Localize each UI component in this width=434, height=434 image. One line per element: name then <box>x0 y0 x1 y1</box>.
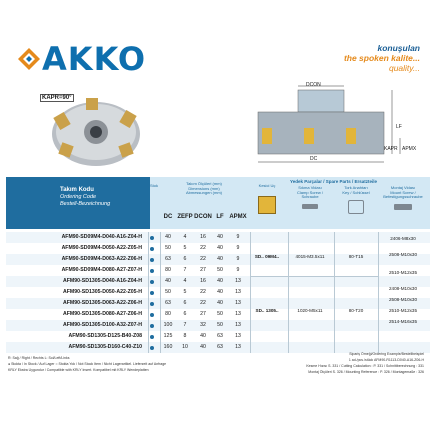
row-ordering-code: AFM90-SD1305-D100-A32-Z07-H <box>63 322 142 328</box>
mount-sub: Mount Screw / Befestigungsschraube <box>383 189 423 199</box>
table-row <box>6 287 430 298</box>
cell-apmx: 13 <box>235 300 241 306</box>
row-ordering-code: AFM90-SD09M4-D080-A27-Z07-H <box>61 267 142 273</box>
cell-dcon: 32 <box>200 322 206 328</box>
table-row <box>6 331 430 342</box>
stock-header: Stok <box>149 183 158 188</box>
screw-sub: Clamp Screw / Schraube <box>296 189 323 199</box>
cell-apmx: 13 <box>235 278 241 284</box>
tagline-1: konuşulan <box>377 43 420 53</box>
cell-lf: 63 <box>217 333 223 339</box>
cell-z: 7 <box>183 267 187 273</box>
in-stock-dot <box>150 291 154 295</box>
dims-header <box>162 182 246 196</box>
table-row <box>6 276 430 287</box>
cell-dc: 40 <box>165 234 171 240</box>
col-dcon: DCON <box>194 214 212 220</box>
in-stock-dot <box>150 269 154 273</box>
column-divider <box>378 232 379 353</box>
row-ordering-code: AFM90-SD09M4-D050-A22-Z05-H <box>61 245 142 251</box>
dcon-label: DCON <box>306 82 321 88</box>
group1-insert: SD.. 09M4.. <box>254 254 280 259</box>
cell-apmx: 9 <box>236 245 240 251</box>
cell-dc: 40 <box>165 278 171 284</box>
mount-screw-4: 2408-M10x30 <box>388 286 418 291</box>
mount-header <box>380 186 426 200</box>
col-lf: LF <box>216 214 224 220</box>
cell-dc: 50 <box>165 289 171 295</box>
table-row <box>6 265 430 276</box>
cell-apmx: 9 <box>236 267 240 273</box>
in-stock-dot <box>150 313 154 317</box>
cell-dcon: 16 <box>200 278 206 284</box>
column-divider <box>250 232 251 353</box>
column-divider <box>288 232 289 353</box>
mount-title: Montaj Vidası <box>390 185 416 190</box>
cell-dc: 80 <box>165 311 171 317</box>
cell-apmx: 9 <box>236 256 240 262</box>
cell-apmx: 13 <box>235 289 241 295</box>
column-divider <box>148 232 149 353</box>
mount-screw-3: 2510-M12x35 <box>388 270 418 275</box>
spares-title: Yedek Parçalar / Spare Parts / Ersatzteile <box>290 179 378 184</box>
mount-screw-2: 2508-M10x30 <box>388 252 418 257</box>
cell-z: 10 <box>182 344 188 350</box>
insert-header: Kesici Uç <box>258 183 276 188</box>
kapr-label: KAPR=90° <box>42 95 72 101</box>
cell-dcon: 22 <box>200 256 206 262</box>
mount-screw-6: 2510-M12x35 <box>388 308 418 313</box>
cell-z: 4 <box>183 278 187 284</box>
cell-dc: 160 <box>163 344 173 350</box>
cell-z: 6 <box>183 311 187 317</box>
cell-z: 6 <box>183 256 187 262</box>
cell-apmx: 13 <box>235 333 241 339</box>
row-ordering-code: AFM90-SD1305-D080-A27-Z06-H <box>63 311 142 317</box>
in-stock-dot <box>150 346 154 350</box>
note-right-3: Kesme Hızısı S. 331 / Cutting Calculation : P. 331 / Schnittberechnung : 331 <box>306 364 424 368</box>
note-right-4: Montaj Ölçüleri S. 326 / Mounting Reference : P. 326 / Montagemaße : 326 <box>308 370 424 374</box>
column-divider <box>160 232 161 353</box>
in-stock-dot <box>150 302 154 306</box>
kapr-diagram-label: KAPR <box>384 146 398 152</box>
key-header <box>336 186 376 195</box>
cell-dc: 80 <box>165 267 171 273</box>
tagline-3: quality... <box>388 63 420 73</box>
code-title-en: Ordering Code <box>60 194 97 200</box>
cell-apmx: 9 <box>236 234 240 240</box>
cell-lf: 63 <box>217 344 223 350</box>
dims-title: Takım Ölçüleri (mm) <box>186 181 222 186</box>
note-right-2: 1 ad./pcs./stück AFM90-R1113-D040-A16-Z06-H <box>348 358 424 362</box>
in-stock-dot <box>150 258 154 262</box>
cell-dcon: 22 <box>200 300 206 306</box>
key-sub: Key / Schlüssel <box>342 189 370 195</box>
dc-label: DC <box>310 156 318 162</box>
cell-z: 4 <box>183 234 187 240</box>
code-title-de: Bestell-Bezeichnung <box>60 201 111 207</box>
table-row <box>6 320 430 331</box>
cell-dc: 50 <box>165 245 171 251</box>
group1-screw: 4015-M3.5x11 <box>295 254 325 259</box>
cell-lf: 50 <box>217 322 223 328</box>
cell-dc: 63 <box>165 256 171 262</box>
row-ordering-code: AFM90-SD09M4-D063-A22-Z06-H <box>61 256 142 262</box>
cell-apmx: 13 <box>235 344 241 350</box>
mount-screw-5: 2508-M10x30 <box>388 297 418 302</box>
cell-lf: 40 <box>217 256 223 262</box>
code-title-tr: Takım Kodu <box>60 187 94 193</box>
mount-screw-icon <box>394 204 412 210</box>
group-divider <box>250 276 378 277</box>
apmx-label: APMX <box>402 146 417 152</box>
key-title: Tork Anahtarı <box>344 185 368 190</box>
cell-z: 6 <box>183 300 187 306</box>
cell-dc: 125 <box>163 333 173 339</box>
cell-dc: 63 <box>165 300 171 306</box>
note-left-1: R: Sağ / Right / Rechts L: Sol/Left/Links <box>8 356 70 360</box>
cell-z: 5 <box>183 289 187 295</box>
col-zefp: ZEFP <box>177 214 193 220</box>
note-right-1: Sipariş Örneği/Ordering Example/Bestellbeispiel <box>349 352 424 356</box>
group2-key: 80-T20 <box>348 308 364 313</box>
cell-dcon: 22 <box>200 289 206 295</box>
cell-z: 8 <box>183 333 187 339</box>
note-left-3: KRLY Ekstra Uygundur / Compatible with KRLY Insert. Kompatibel mit KRLY Wendeplatten <box>8 368 149 372</box>
in-stock-dot <box>150 236 154 240</box>
mount-screw-1: 2406-M8x30 <box>390 236 416 241</box>
lf-label: LF <box>396 124 402 130</box>
in-stock-dot <box>150 280 154 284</box>
cell-lf: 40 <box>217 234 223 240</box>
cell-dc: 100 <box>163 322 173 328</box>
in-stock-dot <box>150 335 154 339</box>
screw-header <box>290 186 330 200</box>
cell-dcon: 40 <box>200 344 206 350</box>
cell-z: 5 <box>183 245 187 251</box>
cell-z: 7 <box>183 322 187 328</box>
key-icon <box>348 200 364 214</box>
dims-sub2: Abmessungen (mm) <box>185 190 222 195</box>
table-row <box>6 243 430 254</box>
note-left-2: ● Stokta / In Stock / Auf Lager ○ Stokta Yok / Not Stock Item / Nicht Lagerartikel. Lieferzeit auf Anfrage <box>8 362 167 366</box>
row-ordering-code: AFM90-SD1305-D040-A16-Z04-H <box>63 278 142 284</box>
col-dc: DC <box>163 214 173 220</box>
dims-sub1: Dimensions (mm) <box>188 185 220 191</box>
cell-lf: 50 <box>217 311 223 317</box>
row-ordering-code: AFM90-SD09M4-D040-A16-Z04-H <box>61 234 142 240</box>
cell-lf: 50 <box>217 267 223 273</box>
cell-dcon: 27 <box>200 267 206 273</box>
cell-dcon: 16 <box>200 234 206 240</box>
in-stock-dot <box>150 324 154 328</box>
column-divider <box>334 232 335 353</box>
row-ordering-code: AFM90-SD1305-D125-B40-Z08 <box>68 333 142 339</box>
cutter-diagram <box>248 82 408 174</box>
screw-icon <box>302 204 318 209</box>
ordering-code-title <box>60 187 110 208</box>
group1-key: 80-T15 <box>348 254 364 259</box>
akko-logo-icon <box>18 48 40 70</box>
screw-title: Sıkma Vidası <box>298 185 322 190</box>
tagline-2: the spoken kalite... <box>343 53 420 63</box>
brand-name: AKKO <box>42 40 147 78</box>
cell-lf: 40 <box>217 300 223 306</box>
row-ordering-code: AFM90-SD1305-D063-A22-Z06-H <box>63 300 142 306</box>
group2-screw: 1020-M5x11 <box>297 308 323 313</box>
cell-lf: 40 <box>217 278 223 284</box>
row-ordering-code: AFM90-SD1305-D050-A22-Z05-H <box>63 289 142 295</box>
cell-dcon: 27 <box>200 311 206 317</box>
cell-dcon: 40 <box>200 333 206 339</box>
table-row <box>6 232 430 243</box>
cell-apmx: 13 <box>235 322 241 328</box>
row-ordering-code: AFM90-SD1305-D160-C40-Z10 <box>68 344 142 350</box>
group2-insert: SD.. 1305.. <box>255 308 279 313</box>
insert-icon <box>258 196 276 214</box>
col-apmx: APMX <box>229 214 247 220</box>
in-stock-dot <box>150 247 154 251</box>
cell-lf: 40 <box>217 289 223 295</box>
mount-screw-7: 2514-M16x35 <box>388 319 418 324</box>
cutter-photo <box>38 92 150 170</box>
cell-apmx: 13 <box>235 311 241 317</box>
cell-dcon: 22 <box>200 245 206 251</box>
cell-lf: 40 <box>217 245 223 251</box>
